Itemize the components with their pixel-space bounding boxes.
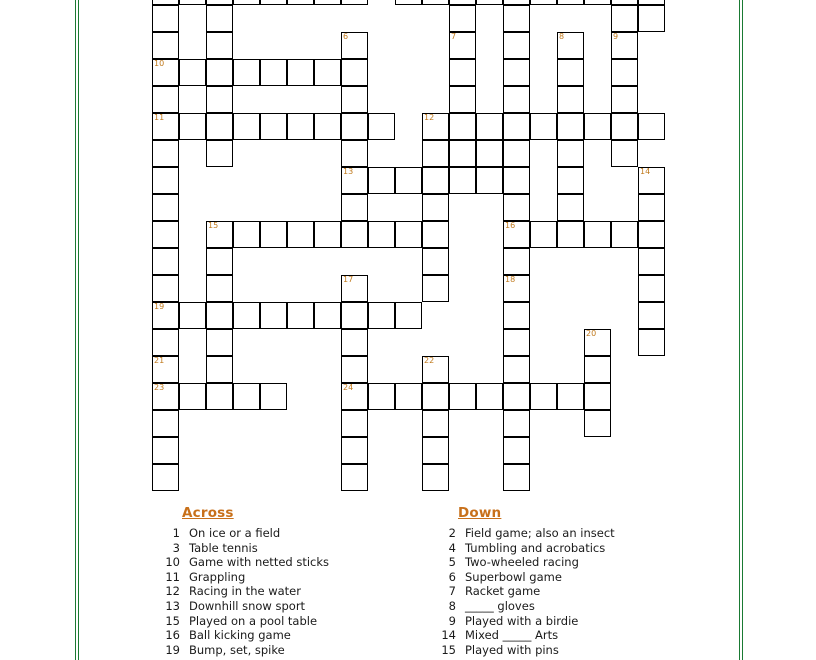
crossword-cell[interactable] bbox=[152, 248, 179, 275]
down-clue-list bbox=[428, 526, 664, 657]
crossword-cell[interactable] bbox=[557, 59, 584, 86]
crossword-cell[interactable] bbox=[503, 275, 530, 302]
crossword-cell[interactable] bbox=[503, 248, 530, 275]
crossword-cell[interactable] bbox=[557, 167, 584, 194]
crossword-cell[interactable] bbox=[341, 437, 368, 464]
crossword-cell[interactable] bbox=[233, 302, 260, 329]
crossword-cell[interactable] bbox=[422, 464, 449, 491]
crossword-clue-number: 24 bbox=[343, 383, 354, 392]
clue-number: 1 bbox=[172, 526, 180, 540]
crossword-cell[interactable] bbox=[206, 248, 233, 275]
crossword-cell[interactable] bbox=[449, 59, 476, 86]
clue-item[interactable] bbox=[428, 526, 664, 541]
crossword-clue-number: 19 bbox=[154, 302, 165, 311]
across-heading: Across bbox=[182, 505, 234, 521]
crossword-cell[interactable] bbox=[206, 32, 233, 59]
crossword-cell[interactable] bbox=[152, 32, 179, 59]
crossword-cell[interactable] bbox=[341, 329, 368, 356]
crossword-cell[interactable] bbox=[152, 302, 179, 329]
crossword-cell[interactable] bbox=[503, 140, 530, 167]
crossword-cell[interactable] bbox=[422, 248, 449, 275]
crossword-cell[interactable] bbox=[341, 275, 368, 302]
crossword-clue-number: 12 bbox=[424, 113, 435, 122]
clue-text: Superbowl game bbox=[465, 569, 562, 584]
crossword-cell[interactable] bbox=[179, 302, 206, 329]
crossword-cell[interactable] bbox=[206, 86, 233, 113]
crossword-clue-number: 7 bbox=[451, 32, 457, 41]
crossword-cell[interactable] bbox=[557, 0, 584, 5]
crossword-cell[interactable] bbox=[314, 221, 341, 248]
crossword-cell[interactable] bbox=[449, 383, 476, 410]
clue-text: Bump, set, spike bbox=[189, 642, 285, 657]
crossword-cell[interactable] bbox=[341, 32, 368, 59]
crossword-cell[interactable] bbox=[584, 383, 611, 410]
clue-number: 6 bbox=[448, 569, 456, 584]
crossword-cell[interactable] bbox=[341, 356, 368, 383]
crossword-cell[interactable] bbox=[611, 86, 638, 113]
clue-text: Grappling bbox=[189, 569, 246, 584]
clue-text: Tumbling and acrobatics bbox=[465, 540, 606, 555]
clue-text: Game with netted sticks bbox=[189, 555, 330, 570]
clue-number: 2 bbox=[448, 526, 456, 540]
crossword-cell[interactable] bbox=[152, 437, 179, 464]
crossword-cell[interactable] bbox=[584, 0, 611, 5]
crossword-clue-number: 15 bbox=[208, 221, 219, 230]
clue-item[interactable] bbox=[152, 643, 428, 658]
crossword-grid[interactable] bbox=[152, 0, 664, 491]
crossword-cell[interactable] bbox=[503, 464, 530, 491]
crossword-clue-number: 8 bbox=[559, 32, 565, 41]
crossword-cell[interactable] bbox=[422, 383, 449, 410]
crossword-cell[interactable] bbox=[584, 329, 611, 356]
across-clues-column bbox=[152, 505, 428, 657]
crossword-cell[interactable] bbox=[152, 86, 179, 113]
crossword-cell[interactable] bbox=[503, 59, 530, 86]
page-border-rule-left-outer bbox=[75, 0, 76, 660]
crossword-cell[interactable] bbox=[503, 410, 530, 437]
crossword-cell[interactable] bbox=[638, 113, 665, 140]
clue-item[interactable] bbox=[428, 614, 664, 629]
crossword-cell[interactable] bbox=[368, 167, 395, 194]
crossword-cell[interactable] bbox=[152, 167, 179, 194]
clue-number: 8 bbox=[448, 598, 456, 613]
clue-item[interactable] bbox=[152, 541, 428, 556]
crossword-clue-number: 13 bbox=[343, 167, 354, 176]
clue-item[interactable] bbox=[428, 541, 664, 556]
crossword-cell[interactable] bbox=[206, 59, 233, 86]
crossword-cell[interactable] bbox=[449, 5, 476, 32]
crossword-cell[interactable] bbox=[638, 221, 665, 248]
clue-item[interactable] bbox=[152, 599, 428, 614]
crossword-cell[interactable] bbox=[341, 113, 368, 140]
crossword-cell[interactable] bbox=[422, 194, 449, 221]
crossword-cell[interactable] bbox=[503, 86, 530, 113]
crossword-cell[interactable] bbox=[584, 113, 611, 140]
clue-text: Played with a birdie bbox=[465, 613, 579, 628]
crossword-cell[interactable] bbox=[557, 86, 584, 113]
crossword-cell[interactable] bbox=[449, 32, 476, 59]
crossword-cell[interactable] bbox=[395, 383, 422, 410]
crossword-cell[interactable] bbox=[233, 0, 260, 5]
crossword-cell[interactable] bbox=[638, 302, 665, 329]
crossword-cell[interactable] bbox=[206, 140, 233, 167]
crossword-cell[interactable] bbox=[503, 32, 530, 59]
crossword-clue-number: 16 bbox=[505, 221, 516, 230]
crossword-cell[interactable] bbox=[476, 167, 503, 194]
crossword-cell[interactable] bbox=[314, 302, 341, 329]
crossword-cell[interactable] bbox=[530, 383, 557, 410]
crossword-cell[interactable] bbox=[152, 275, 179, 302]
crossword-cell[interactable] bbox=[638, 329, 665, 356]
crossword-cell[interactable] bbox=[152, 383, 179, 410]
clue-number: 4 bbox=[448, 540, 456, 555]
crossword-cell[interactable] bbox=[206, 113, 233, 140]
crossword-cell[interactable] bbox=[476, 140, 503, 167]
crossword-cell[interactable] bbox=[152, 329, 179, 356]
clue-text: Played on a pool table bbox=[189, 613, 318, 628]
crossword-cell[interactable] bbox=[206, 275, 233, 302]
clue-text: Racing in the water bbox=[189, 584, 301, 599]
crossword-cell[interactable] bbox=[287, 59, 314, 86]
crossword-clue-number: 10 bbox=[154, 59, 165, 68]
crossword-cell[interactable] bbox=[206, 329, 233, 356]
crossword-cell[interactable] bbox=[422, 437, 449, 464]
clue-number: 19 bbox=[165, 642, 180, 657]
clue-item[interactable] bbox=[428, 599, 664, 614]
crossword-cell[interactable] bbox=[341, 302, 368, 329]
crossword-cell[interactable] bbox=[206, 5, 233, 32]
crossword-cell[interactable] bbox=[314, 59, 341, 86]
page-border-rule-right-outer bbox=[742, 0, 743, 660]
crossword-cell[interactable] bbox=[638, 167, 665, 194]
page-border-rule-left-inner bbox=[78, 0, 79, 660]
crossword-cell[interactable] bbox=[422, 113, 449, 140]
crossword-cell[interactable] bbox=[503, 302, 530, 329]
clue-number: 7 bbox=[448, 584, 456, 599]
crossword-cell[interactable] bbox=[503, 113, 530, 140]
clue-text: Mixed _____ Arts bbox=[465, 628, 559, 643]
clue-item[interactable] bbox=[152, 526, 428, 541]
clue-text: Played with pins bbox=[465, 642, 559, 657]
crossword-cell[interactable] bbox=[557, 383, 584, 410]
crossword-cell[interactable] bbox=[368, 383, 395, 410]
crossword-cell[interactable] bbox=[341, 140, 368, 167]
clue-number: 15 bbox=[165, 613, 180, 628]
clue-number: 11 bbox=[165, 569, 180, 584]
crossword-cell[interactable] bbox=[260, 383, 287, 410]
crossword-clue-number: 6 bbox=[343, 32, 349, 41]
clue-item[interactable] bbox=[428, 570, 664, 585]
clue-text: Ball kicking game bbox=[189, 628, 291, 643]
crossword-cell[interactable] bbox=[449, 167, 476, 194]
crossword-cell[interactable] bbox=[422, 410, 449, 437]
crossword-cell[interactable] bbox=[179, 59, 206, 86]
crossword-cell[interactable] bbox=[152, 194, 179, 221]
crossword-cell[interactable] bbox=[341, 59, 368, 86]
crossword-cell[interactable] bbox=[503, 329, 530, 356]
clue-number: 9 bbox=[448, 613, 456, 628]
crossword-cell[interactable] bbox=[152, 59, 179, 86]
crossword-cell[interactable] bbox=[368, 221, 395, 248]
crossword-cell[interactable] bbox=[530, 221, 557, 248]
clue-text: Two-wheeled racing bbox=[465, 555, 579, 570]
crossword-cell[interactable] bbox=[530, 0, 557, 5]
crossword-cell[interactable] bbox=[557, 194, 584, 221]
crossword-cell[interactable] bbox=[206, 302, 233, 329]
crossword-clue-number: 14 bbox=[640, 167, 651, 176]
crossword-cell[interactable] bbox=[422, 140, 449, 167]
crossword-cell[interactable] bbox=[611, 5, 638, 32]
down-heading: Down bbox=[458, 505, 502, 521]
crossword-cell[interactable] bbox=[503, 5, 530, 32]
clue-text: On ice or a field bbox=[189, 526, 281, 540]
clue-item[interactable] bbox=[152, 584, 428, 599]
crossword-cell[interactable] bbox=[152, 464, 179, 491]
crossword-cell[interactable] bbox=[341, 221, 368, 248]
crossword-cell[interactable] bbox=[152, 356, 179, 383]
crossword-cell[interactable] bbox=[341, 0, 368, 5]
crossword-cell[interactable] bbox=[503, 383, 530, 410]
clue-item[interactable] bbox=[428, 584, 664, 599]
crossword-cell[interactable] bbox=[341, 194, 368, 221]
clue-number: 13 bbox=[165, 598, 180, 613]
crossword-cell[interactable] bbox=[611, 221, 638, 248]
crossword-clue-number: 18 bbox=[505, 275, 516, 284]
crossword-cell[interactable] bbox=[638, 275, 665, 302]
crossword-clue-number: 21 bbox=[154, 356, 165, 365]
clue-number: 15 bbox=[441, 642, 456, 657]
crossword-cell[interactable] bbox=[503, 194, 530, 221]
clue-number: 5 bbox=[448, 555, 456, 570]
crossword-cell[interactable] bbox=[557, 32, 584, 59]
crossword-cell[interactable] bbox=[260, 59, 287, 86]
crossword-cell[interactable] bbox=[233, 59, 260, 86]
clue-item[interactable] bbox=[152, 570, 428, 585]
crossword-cell[interactable] bbox=[341, 410, 368, 437]
clue-item[interactable] bbox=[428, 643, 664, 658]
crossword-cell[interactable] bbox=[260, 0, 287, 5]
crossword-cell[interactable] bbox=[206, 221, 233, 248]
crossword-cell[interactable] bbox=[341, 167, 368, 194]
clue-number: 3 bbox=[172, 540, 180, 555]
crossword-cell[interactable] bbox=[503, 356, 530, 383]
crossword-cell[interactable] bbox=[341, 86, 368, 113]
crossword-cell[interactable] bbox=[233, 221, 260, 248]
crossword-cell[interactable] bbox=[260, 221, 287, 248]
clue-item[interactable] bbox=[152, 614, 428, 629]
crossword-cell[interactable] bbox=[584, 221, 611, 248]
clue-text: Field game; also an insect bbox=[465, 526, 615, 540]
clue-text: Table tennis bbox=[189, 540, 258, 555]
crossword-cell[interactable] bbox=[206, 383, 233, 410]
crossword-cell[interactable] bbox=[233, 113, 260, 140]
crossword-cell[interactable] bbox=[530, 113, 557, 140]
crossword-cell[interactable] bbox=[179, 383, 206, 410]
clue-number: 10 bbox=[165, 555, 180, 570]
crossword-cell[interactable] bbox=[287, 0, 314, 5]
crossword-cell[interactable] bbox=[449, 113, 476, 140]
crossword-clue-number: 9 bbox=[613, 32, 619, 41]
crossword-cell[interactable] bbox=[557, 113, 584, 140]
crossword-cell[interactable] bbox=[287, 221, 314, 248]
crossword-clue-number: 11 bbox=[154, 113, 165, 122]
crossword-clue-number: 22 bbox=[424, 356, 435, 365]
crossword-cell[interactable] bbox=[476, 383, 503, 410]
clue-item[interactable] bbox=[428, 555, 664, 570]
crossword-cell[interactable] bbox=[476, 113, 503, 140]
crossword-cell[interactable] bbox=[152, 140, 179, 167]
crossword-cell[interactable] bbox=[638, 5, 665, 32]
crossword-clue-number: 17 bbox=[343, 275, 354, 284]
crossword-cell[interactable] bbox=[287, 113, 314, 140]
down-clues-column bbox=[428, 505, 664, 657]
crossword-cell[interactable] bbox=[314, 0, 341, 5]
crossword-cell[interactable] bbox=[314, 113, 341, 140]
crossword-cell[interactable] bbox=[449, 86, 476, 113]
clue-number: 14 bbox=[441, 628, 456, 643]
crossword-cell[interactable] bbox=[206, 356, 233, 383]
crossword-cell[interactable] bbox=[422, 275, 449, 302]
crossword-cell[interactable] bbox=[341, 464, 368, 491]
page-border-rule-right-inner bbox=[739, 0, 740, 660]
crossword-cell[interactable] bbox=[395, 302, 422, 329]
crossword-cell[interactable] bbox=[422, 167, 449, 194]
crossword-cell[interactable] bbox=[503, 221, 530, 248]
across-clue-list bbox=[152, 526, 428, 657]
clue-number: 12 bbox=[165, 584, 180, 599]
crossword-cell[interactable] bbox=[584, 410, 611, 437]
crossword-cell[interactable] bbox=[476, 0, 503, 5]
crossword-cell[interactable] bbox=[179, 0, 206, 5]
crossword-cell[interactable] bbox=[422, 356, 449, 383]
crossword-cell[interactable] bbox=[260, 113, 287, 140]
crossword-cell[interactable] bbox=[179, 113, 206, 140]
crossword-cell[interactable] bbox=[395, 167, 422, 194]
crossword-cell[interactable] bbox=[395, 0, 422, 5]
crossword-cell[interactable] bbox=[341, 383, 368, 410]
crossword-cell[interactable] bbox=[152, 113, 179, 140]
crossword-cell[interactable] bbox=[260, 302, 287, 329]
crossword-clue-number: 23 bbox=[154, 383, 165, 392]
clue-item[interactable] bbox=[152, 628, 428, 643]
crossword-cell[interactable] bbox=[152, 410, 179, 437]
crossword-cell[interactable] bbox=[557, 221, 584, 248]
clue-number: 16 bbox=[165, 628, 180, 643]
clue-text: Racket game bbox=[465, 584, 541, 599]
crossword-cell[interactable] bbox=[503, 437, 530, 464]
clue-item[interactable] bbox=[428, 628, 664, 643]
crossword-cell[interactable] bbox=[611, 140, 638, 167]
crossword-cell[interactable] bbox=[287, 302, 314, 329]
crossword-cell[interactable] bbox=[449, 140, 476, 167]
crossword-cell[interactable] bbox=[422, 0, 449, 5]
clue-text: _____ gloves bbox=[465, 598, 535, 613]
crossword-cell[interactable] bbox=[584, 356, 611, 383]
crossword-cell[interactable] bbox=[557, 140, 584, 167]
clue-item[interactable] bbox=[152, 555, 428, 570]
crossword-cell[interactable] bbox=[368, 302, 395, 329]
crossword-clue-number: 20 bbox=[586, 329, 597, 338]
crossword-cell[interactable] bbox=[638, 194, 665, 221]
crossword-cell[interactable] bbox=[233, 383, 260, 410]
crossword-cell[interactable] bbox=[368, 113, 395, 140]
clue-text: Downhill snow sport bbox=[189, 598, 306, 613]
crossword-cell[interactable] bbox=[611, 59, 638, 86]
crossword-cell[interactable] bbox=[503, 167, 530, 194]
crossword-cell[interactable] bbox=[152, 5, 179, 32]
clue-lists bbox=[152, 505, 664, 657]
crossword-cell[interactable] bbox=[611, 32, 638, 59]
crossword-cell[interactable] bbox=[611, 113, 638, 140]
crossword-cell[interactable] bbox=[638, 248, 665, 275]
crossword-cell[interactable] bbox=[395, 221, 422, 248]
crossword-cell[interactable] bbox=[152, 221, 179, 248]
crossword-cell[interactable] bbox=[422, 221, 449, 248]
